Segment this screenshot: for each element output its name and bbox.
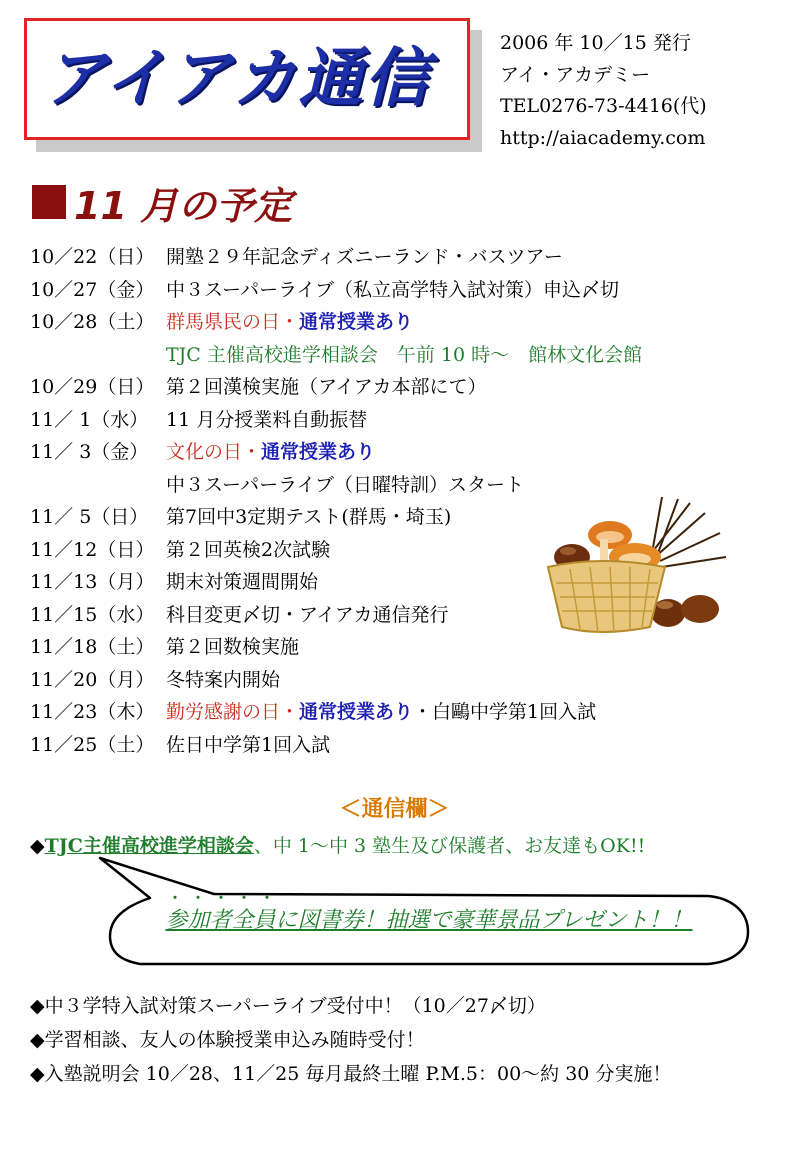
schedule-date: 11／20（月） (30, 668, 155, 691)
tjc-bullet: ◆ (30, 835, 45, 857)
schedule-event-text: 開塾２９年記念ディズニーランド・バスツアー (166, 246, 563, 268)
schedule-event-text: 第２回漢検実施（アイアカ本部にて） (166, 376, 487, 398)
schedule-row (0, 664, 789, 697)
schedule-date: 11／ 1（水） (30, 408, 149, 431)
schedule-date: 11／25（土） (30, 733, 155, 756)
schedule-date: 11／12（日） (30, 538, 155, 561)
schedule-date: 11／23（木） (30, 701, 155, 723)
schedule-event-text: 科目変更〆切・アイアカ通信発行 (166, 603, 449, 626)
publication-info (500, 28, 707, 154)
schedule-heading (32, 178, 292, 226)
publisher-name: アイ・アカデミー (500, 63, 651, 86)
schedule-event-text: 冬特案内開始 (166, 668, 281, 691)
schedule-row (0, 274, 789, 307)
schedule-event-text: 群馬県民の日・ (166, 311, 300, 333)
schedule-event (166, 664, 280, 697)
schedule-event (166, 534, 330, 567)
bubble-dots: ・・・・・ (168, 891, 283, 907)
schedule-event (166, 306, 413, 339)
notices-section-title: ＜通信欄＞ (339, 797, 450, 822)
newsletter-title-box (24, 18, 470, 140)
schedule-row (0, 404, 789, 437)
schedule-event (166, 599, 449, 632)
schedule-event-text: 第２回英検2次試験 (166, 538, 331, 561)
schedule-row (0, 306, 789, 339)
schedule-date: 10／22（日） (30, 246, 155, 268)
schedule-date: 11／15（水） (30, 603, 155, 626)
tjc-notice-rest: 、中 1～中 3 塾生及び保護者、お友達もOK!! (253, 835, 646, 857)
schedule-event (166, 339, 642, 372)
newsletter-title: アイアカ通信 (43, 42, 431, 116)
schedule-event-text: 中３スーパーライブ（日曜特訓）スタート (166, 473, 524, 496)
schedule-event (166, 469, 524, 502)
autumn-basket-icon (540, 495, 730, 640)
schedule-event-text: 文化の日・ (166, 441, 262, 463)
schedule-event (166, 729, 330, 762)
schedule-row (0, 371, 789, 404)
schedule-event (166, 404, 367, 437)
schedule-event-text: 11 月分授業料自動振替 (166, 408, 368, 431)
notice-item: ◆中３学特入試対策スーパーライブ受付中！（10／27〆切） (30, 995, 546, 1017)
schedule-event (166, 274, 619, 307)
schedule-event-text: 勤労感謝の日・ (166, 701, 300, 723)
schedule-date: 11／ 5（日） (30, 506, 149, 528)
phone-number: TEL0276-73-4416(代) (500, 95, 707, 117)
schedule-date: 11／13（月） (30, 571, 155, 593)
schedule-row (0, 696, 789, 729)
schedule-date: 10／28（土） (30, 311, 155, 333)
schedule-row (0, 729, 789, 762)
schedule-event-text: 期末対策週間開始 (166, 571, 319, 593)
schedule-row (0, 436, 789, 469)
website-url[interactable]: http://aiacademy.com (500, 126, 706, 149)
schedule-heading-text: 11 月の予定 (74, 183, 293, 228)
schedule-event-text: ・白鷗中学第1回入試 (413, 701, 597, 723)
schedule-event-text: 通常授業あり (261, 441, 376, 463)
schedule-date: 11／18（土） (30, 636, 155, 658)
schedule-event (166, 436, 375, 469)
notice-item: ◆入塾説明会 10／28、11／25 毎月最終土曜 P.M.5：00～約 30 分実施！ (30, 1063, 672, 1085)
schedule-date: 10／29（日） (30, 376, 155, 398)
notice-item: ◆学習相談、友人の体験授業申込み随時受付！ (30, 1029, 425, 1051)
schedule-event (166, 501, 451, 534)
schedule-event (166, 696, 596, 729)
heading-square-icon (32, 185, 66, 219)
schedule-event-text: 通常授業あり (299, 311, 414, 333)
schedule-row (0, 339, 789, 372)
publish-date: 2006 年 10／15 発行 (500, 32, 691, 54)
schedule-event-text: 中３スーパーライブ（私立高学特入試対策）申込〆切 (166, 278, 619, 301)
schedule-event-text: 佐日中学第1回入試 (166, 733, 331, 756)
schedule-date: 11／ 3（金） (30, 441, 149, 463)
schedule-row (0, 241, 789, 274)
schedule-event-text: 通常授業あり (299, 701, 414, 723)
schedule-event (166, 241, 563, 274)
schedule-event (166, 631, 299, 664)
schedule-event-text: TJC 主催高校進学相談会 午前 10 時～ 館林文化会館 (166, 343, 643, 366)
schedule-event (166, 566, 318, 599)
schedule-event (166, 371, 487, 404)
bubble-promo-text: 参加者全員に図書券！抽選で豪華景品プレゼント！！ (165, 908, 693, 933)
schedule-event-text: 第２回数検実施 (166, 636, 300, 658)
schedule-date: 10／27（金） (30, 278, 155, 301)
schedule-event-text: 第7回中3定期テスト(群馬・埼玉) (166, 506, 452, 528)
tjc-consultation-link[interactable]: TJC主催高校進学相談会 (44, 835, 254, 857)
